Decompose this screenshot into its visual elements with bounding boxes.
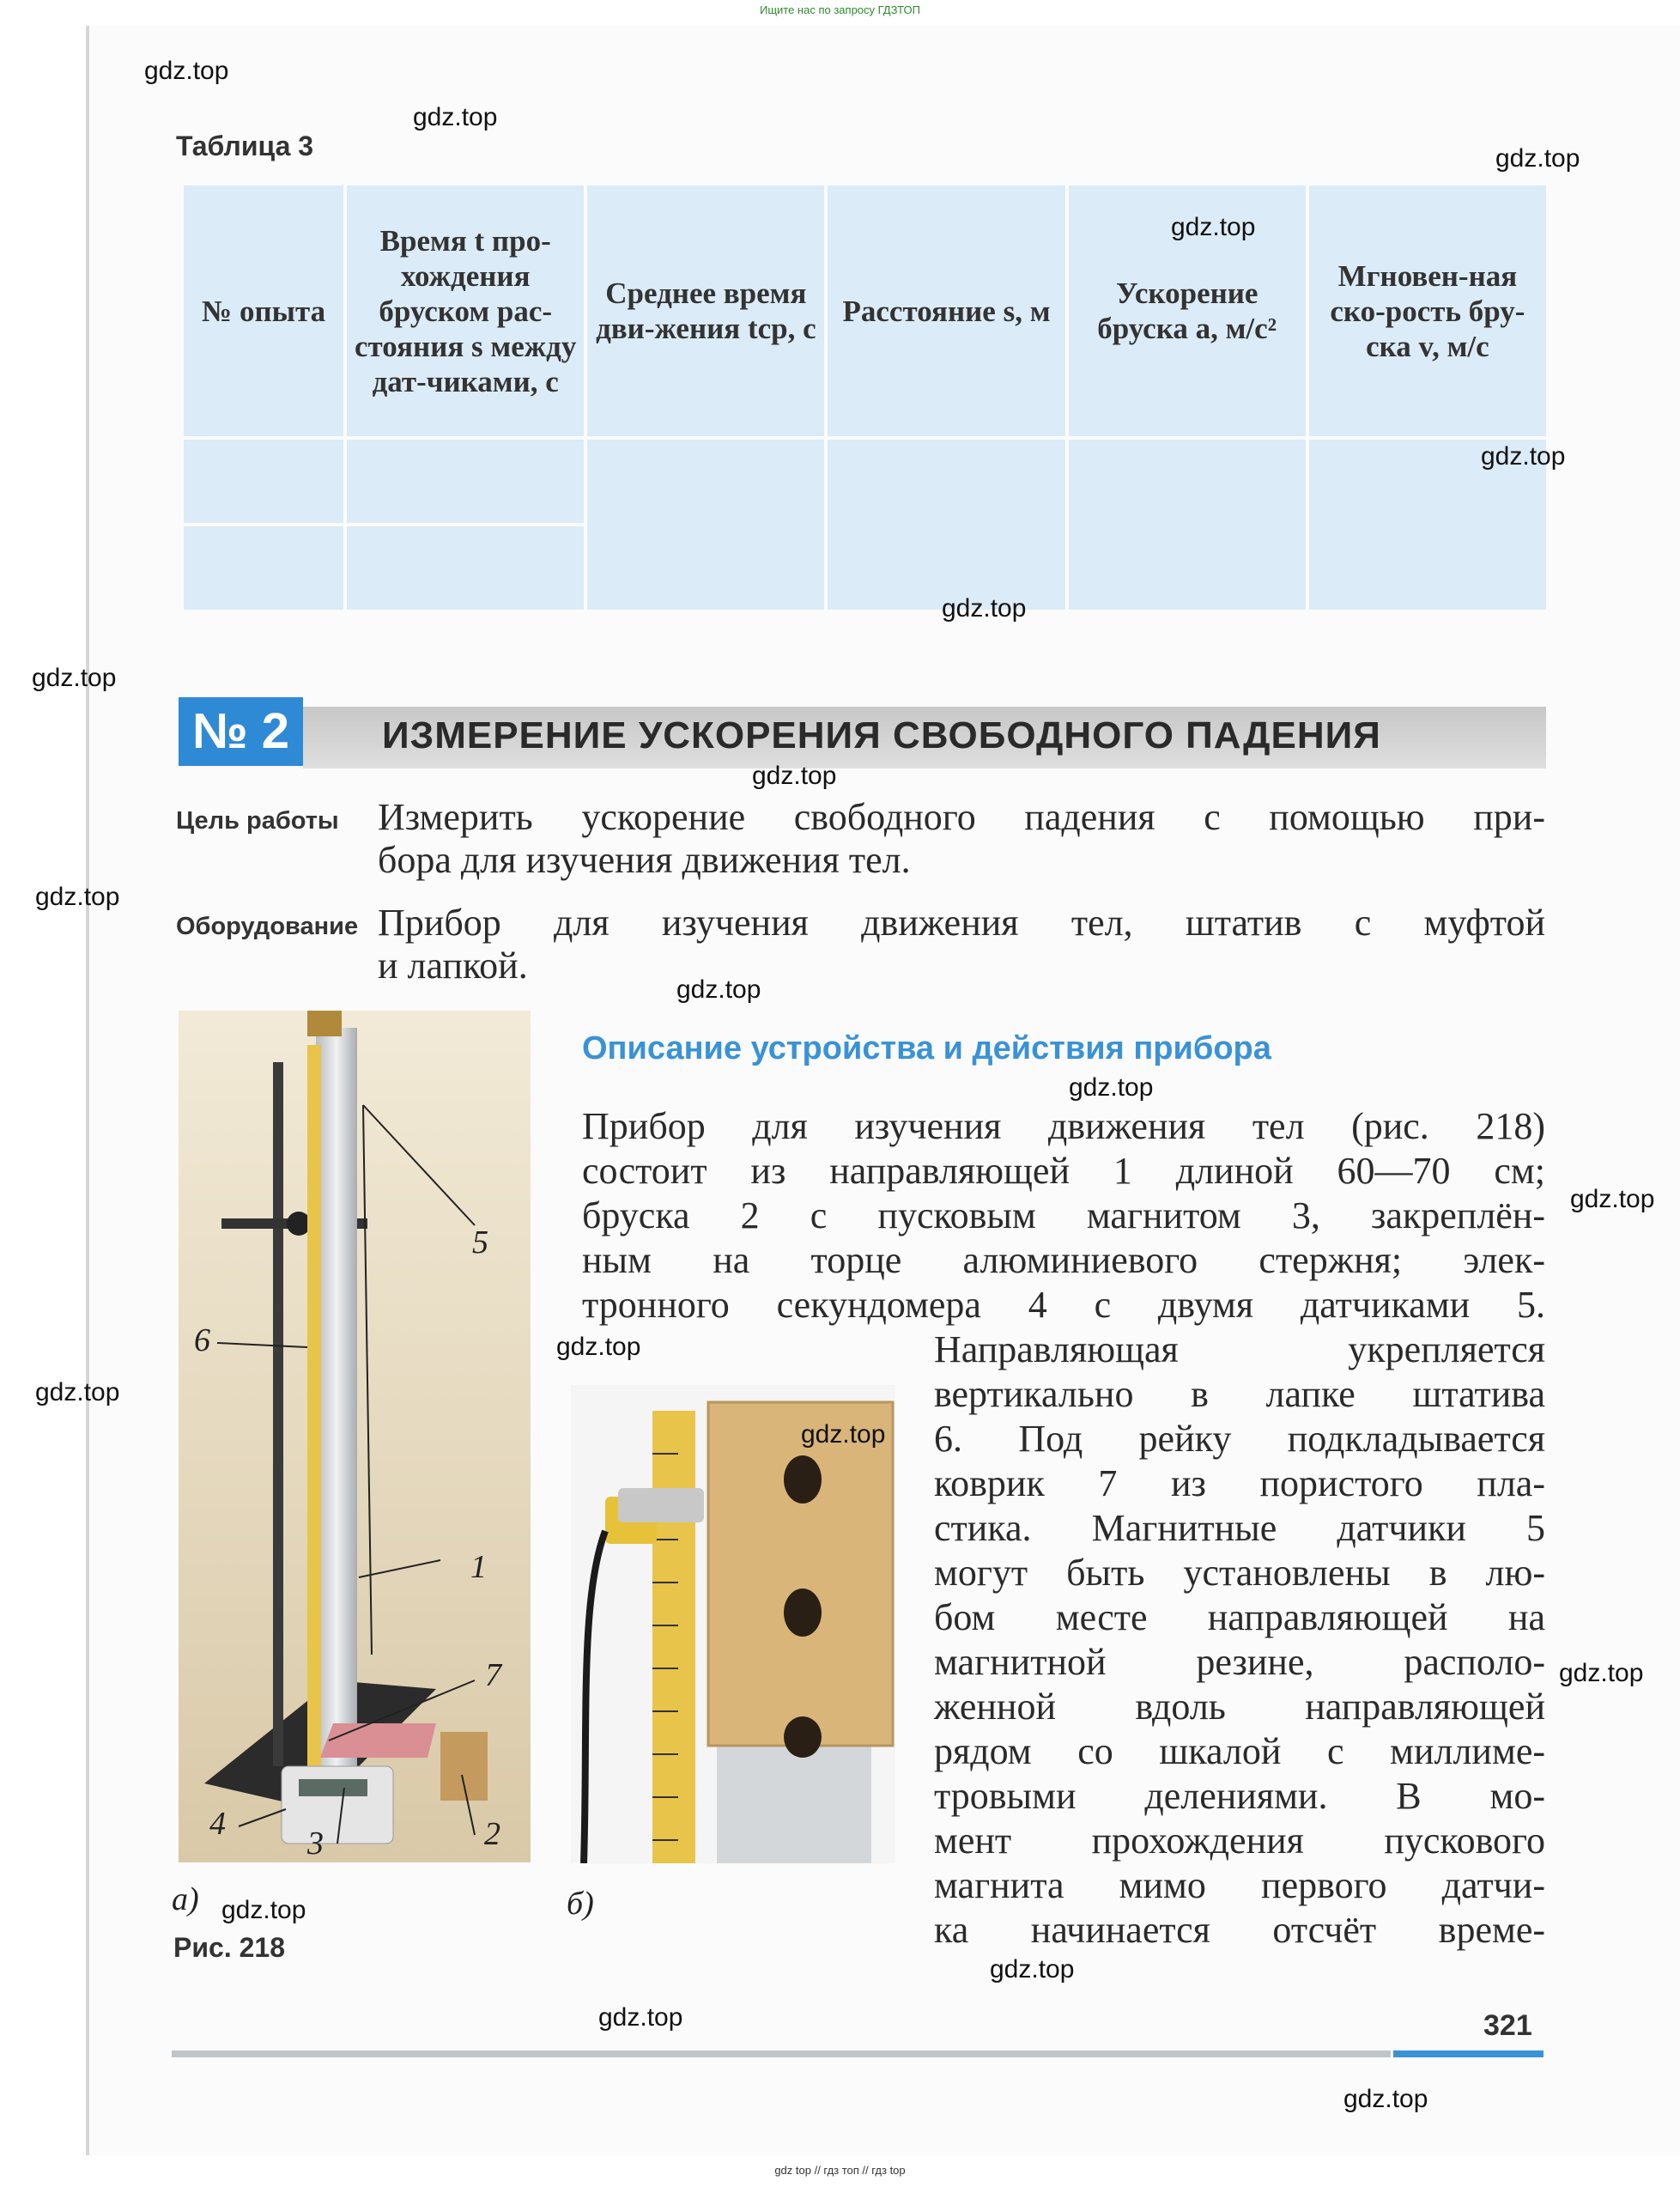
text-line: коврик 7 из пористого пла- (934, 1462, 1545, 1504)
text-line: Направляющая укрепляется (934, 1328, 1545, 1370)
callout-1: 1 (470, 1549, 487, 1585)
goal-line-2: бора для изучения движения тел. (378, 839, 911, 881)
header-experiment-number: № опыта (184, 185, 343, 436)
page-number: 321 (1483, 2009, 1532, 2042)
text-line: Прибор для изучения движения тел (рис. 218) (582, 1105, 1545, 1147)
callout-4: 4 (209, 1806, 226, 1842)
watermark: gdz.top (752, 762, 837, 790)
figure-label-a: а) (172, 1881, 199, 1917)
figure-a-photo (179, 1011, 531, 1862)
text-line: ным на торце алюминиевого стержня; элек- (582, 1239, 1545, 1281)
page-edge (86, 26, 89, 2155)
text-line: могут быть установлены в лю- (934, 1552, 1545, 1594)
watermark: gdz.top (1343, 2085, 1428, 2113)
text-line: магнита мимо первого датчи- (934, 1864, 1545, 1906)
text-line: ка начинается отсчёт време- (934, 1909, 1545, 1951)
text-line: рядом со шкалой с миллиме- (934, 1730, 1545, 1772)
watermark: gdz.top (35, 1378, 120, 1406)
figure-caption: Рис. 218 (173, 1932, 285, 1963)
header-instant-velocity: Мгновен-ная ско-рость бру-ска v, м/с (1309, 185, 1546, 436)
callout-5: 5 (472, 1224, 488, 1261)
closeup-illustration (571, 1385, 895, 1863)
watermark: gdz.top (1481, 442, 1566, 471)
section-title: ИЗМЕРЕНИЕ УСКОРЕНИЯ СВОБОДНОГО ПАДЕНИЯ (382, 714, 1381, 756)
equipment-line-1: Прибор для изучения движения тел, штатив с муфтой (378, 902, 1545, 944)
watermark: gdz.top (35, 883, 120, 911)
watermark: gdz.top (1559, 1659, 1644, 1687)
text-line: магнитной резине, располо- (934, 1641, 1545, 1683)
watermark: gdz.top (221, 1896, 306, 1924)
table-cell (1069, 440, 1306, 610)
watermark: gdz.top (801, 1420, 886, 1449)
watermark: gdz.top (413, 103, 498, 131)
table-caption: Таблица 3 (176, 131, 314, 161)
text-line: бом месте направляющей на (934, 1596, 1545, 1638)
table-3 (180, 182, 1550, 613)
footer-rule-accent (1393, 2050, 1544, 2057)
watermark: gdz.top (1171, 213, 1256, 241)
text-line: бруска 2 с пусковым магнитом 3, закреплён- (582, 1194, 1545, 1236)
callout-7: 7 (485, 1657, 501, 1693)
goal-line-1: Измерить ускорение свободного падения с помощью при- (378, 796, 1545, 838)
footer-rule (172, 2050, 1391, 2057)
watermark: gdz.top (1570, 1185, 1655, 1213)
table-cell (587, 440, 824, 610)
header-average-time: Среднее время дви-жения tср, с (587, 185, 824, 436)
text-line: тронного секундомера 4 с двумя датчиками 5. (582, 1284, 1545, 1326)
watermark: gdz.top (32, 664, 117, 692)
top-banner: Ищите нас по запросу ГДЗТОП (759, 3, 920, 16)
watermark: gdz.top (990, 1955, 1075, 1983)
table-cell (828, 440, 1064, 610)
text-line: стика. Магнитные датчики 5 (934, 1507, 1545, 1549)
callout-3: 3 (307, 1826, 324, 1862)
watermark: gdz.top (942, 594, 1027, 623)
table-cell (347, 440, 584, 523)
goal-label: Цель работы (176, 807, 339, 835)
watermark: gdz.top (598, 2003, 683, 2032)
equipment-line-2: и лапкой. (378, 945, 528, 987)
description-narrow-block (934, 1327, 1545, 1953)
text-line: мент прохождения пускового (934, 1819, 1545, 1862)
header-distance: Расстояние s, м (828, 185, 1064, 436)
figure-label-b: б) (567, 1886, 594, 1922)
table-header-row (184, 185, 1546, 436)
text-line: тровыми делениями. В мо- (934, 1775, 1545, 1817)
header-time: Время t про-хождения бруском рас-стояния s между дат-чиками, с (347, 185, 584, 436)
header-acceleration: Ускорение бруска a, м/с² (1069, 185, 1306, 436)
equipment-label: Оборудование (176, 913, 359, 940)
description-wide-block (582, 1104, 1545, 1327)
text-line: 6. Под рейку подкладывается (934, 1418, 1545, 1460)
text-line: вертикально в лапке штатива (934, 1373, 1545, 1415)
callout-2: 2 (484, 1816, 500, 1852)
watermark: gdz.top (676, 975, 761, 1004)
apparatus-illustration (179, 1011, 531, 1862)
text-line: состоит из направляющей 1 длиной 60—70 см; (582, 1150, 1545, 1192)
bottom-banner: gdz top // гдз топ // гдз top (774, 2164, 906, 2177)
watermark: gdz.top (556, 1333, 641, 1361)
text-line: женной вдоль направляющей (934, 1686, 1545, 1728)
table-cell (184, 526, 343, 610)
watermark: gdz.top (1069, 1073, 1154, 1102)
watermark: gdz.top (1495, 144, 1580, 173)
figure-b-photo (571, 1385, 895, 1863)
description-heading: Описание устройства и действия прибора (582, 1030, 1271, 1066)
table-cell (347, 526, 584, 610)
section-number-badge: № 2 (179, 697, 303, 766)
callout-6: 6 (194, 1322, 210, 1358)
table-cell (184, 440, 343, 523)
watermark: gdz.top (144, 57, 229, 85)
table-row (184, 440, 1546, 523)
